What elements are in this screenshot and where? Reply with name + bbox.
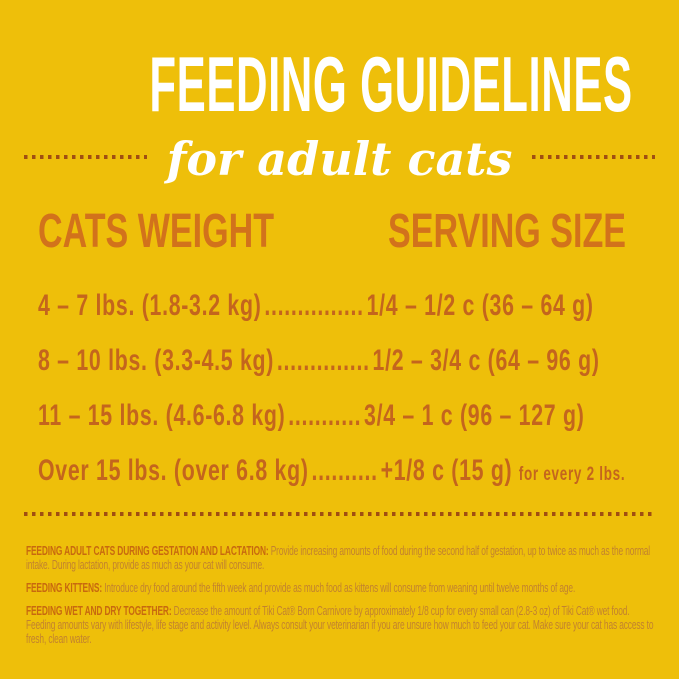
footnote-label: FEEDING WET AND DRY TOGETHER:	[26, 604, 172, 618]
weight-value: 4 – 7 lbs. (1.8-3.2 kg)	[38, 289, 262, 322]
footnote-text: Decrease the amount of Tiki Cat® Born Carnivore by approximately 1/8 cup for every small can (2.8-3 oz) of Tiki Cat® wet food. Feeding amounts vary with lifestyle, life stage and activity level. Always consult your veterinarian if you are unsure how much to feed your cat. Make sure your cat has access to fresh, clean water.	[26, 604, 654, 646]
dot-leader: ...............	[264, 289, 364, 322]
footnote-text: Provide increasing amounts of food during the second half of gestation, up to twice as much as the normal intake. During lactation, provide as much as your cat will consume.	[26, 544, 651, 572]
weight-value: Over 15 lbs. (over 6.8 kg)	[38, 454, 309, 487]
dotted-line-right	[532, 155, 655, 159]
serving-value: 3/4 – 1 c (96 – 127 g)	[364, 399, 585, 432]
page-title: FEEDING GUIDELINES	[149, 40, 633, 128]
footnote-text: Introduce dry food around the fifth week and provide as much food as kittens will consume from weaning until twelve months of age.	[104, 581, 576, 595]
subtitle-row	[0, 126, 679, 188]
footnote-gestation	[26, 544, 656, 572]
column-header-serving-size: SERVING SIZE	[388, 205, 627, 258]
footnote-kittens	[26, 581, 656, 595]
table-row	[38, 443, 642, 498]
subtitle-text: for adult cats	[166, 132, 513, 186]
serving-value: 1/4 – 1/2 c (36 – 64 g)	[366, 289, 594, 322]
column-header-cats-weight: CATS WEIGHT	[38, 205, 275, 258]
table-row	[38, 278, 642, 333]
serving-value: +1/8 c (15 g)	[380, 454, 513, 487]
table-row	[38, 388, 642, 443]
serving-value: 1/2 – 3/4 c (64 – 96 g)	[372, 344, 600, 377]
table-header-row	[38, 206, 642, 258]
serving-note: for every 2 lbs.	[518, 464, 626, 485]
feeding-table	[38, 278, 679, 498]
weight-value: 8 – 10 lbs. (3.3-4.5 kg)	[38, 344, 275, 377]
dot-leader: ..............	[276, 344, 370, 377]
footnote-wet-and-dry	[26, 604, 656, 646]
dotted-separator	[24, 512, 655, 516]
dot-leader: ...........	[288, 399, 362, 432]
dotted-line-left	[24, 155, 147, 159]
table-row	[38, 333, 642, 388]
footnote-label: FEEDING KITTENS:	[26, 581, 103, 595]
weight-value: 11 – 15 lbs. (4.6-6.8 kg)	[38, 399, 286, 432]
footnote-label: FEEDING ADULT CATS DURING GESTATION AND LACTATION:	[26, 544, 269, 558]
footnotes-section	[26, 544, 656, 646]
dot-leader: ..........	[311, 454, 378, 487]
